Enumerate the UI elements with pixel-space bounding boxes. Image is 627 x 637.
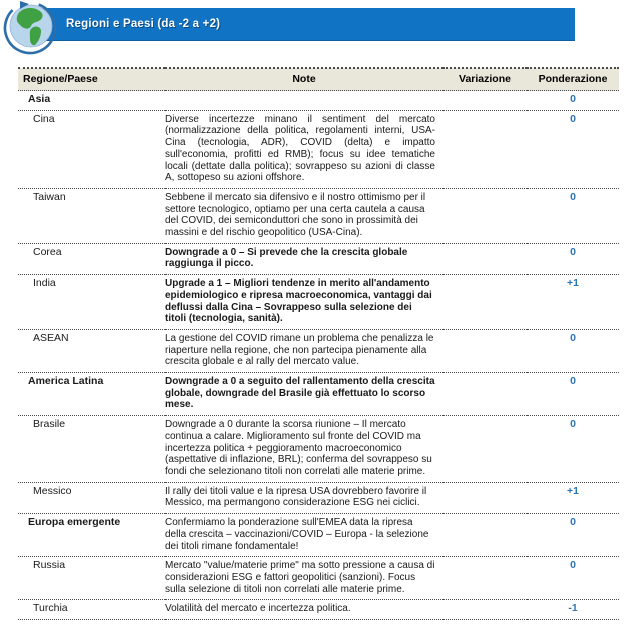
table-row <box>18 243 619 274</box>
globe-icon <box>2 0 60 58</box>
page-title: Regioni e Paesi (da -2 a +2) <box>66 18 221 30</box>
table-row <box>18 416 619 483</box>
table-row <box>18 514 619 557</box>
row-ponderazione-value: +1 <box>527 482 619 513</box>
table-row <box>18 557 619 600</box>
row-note: La gestione del COVID rimane un problema che penalizza le riaperture nella regione, che non partecipa pienamente alla crescita globale e al rally del mercato value. <box>165 329 443 372</box>
row-region-name: ASEAN <box>18 329 165 372</box>
row-region-name: Corea <box>18 243 165 274</box>
row-region-name: Russia <box>18 557 165 600</box>
row-region-name: India <box>18 275 165 330</box>
row-note: Downgrade a 0 – Si prevede che la crescita globale raggiunga il picco. <box>165 243 443 274</box>
globe-icon-svg <box>2 0 60 58</box>
row-variazione-value <box>443 557 527 600</box>
column-header-note: Note <box>165 68 443 91</box>
regions-table <box>18 67 619 620</box>
row-ponderazione-value: 0 <box>527 91 619 111</box>
row-variazione-value <box>443 188 527 243</box>
row-note: Upgrade a 1 – Migliori tendenze in merito all'andamento epidemiologico e ripresa macroeconomica, vantaggi dai deflussi dalla Cina – Sovrappeso sulla selezione dei titoli (tecnologia, sanità). <box>165 275 443 330</box>
row-variazione-value <box>443 91 527 111</box>
row-note: Il rally dei titoli value e la ripresa USA dovrebbero favorire il Messico, ma permangono considerazione ESG nei ciclici. <box>165 482 443 513</box>
row-ponderazione-value: 0 <box>527 514 619 557</box>
row-ponderazione-value: -1 <box>527 600 619 620</box>
row-ponderazione-value: 0 <box>527 557 619 600</box>
row-ponderazione-value: +1 <box>527 275 619 330</box>
row-variazione-value <box>443 373 527 416</box>
table-row <box>18 188 619 243</box>
row-note: Downgrade a 0 durante la scorsa riunione – Il mercato continua a calare. Miglioramento sul fronte del COVID ma incertezza politica + peggioramento macroeconomico (aspettative di inflazione, BRL); conferma del sovrappeso su fondi che selezionano titoli non correlati alle materie prime. <box>165 416 443 483</box>
row-region-name: Turchia <box>18 600 165 620</box>
row-note: Sebbene il mercato sia difensivo e il nostro ottimismo per il settore tecnologico, optiamo per una certa cautela a causa del COVID, dei semiconduttori che sono in prossimità dei massini e del rischio geopolitico (USA-Cina). <box>165 188 443 243</box>
row-region-name: Cina <box>18 110 165 188</box>
row-note <box>165 91 443 111</box>
column-header-ponderazione: Ponderazione <box>527 68 619 91</box>
table-row <box>18 329 619 372</box>
table-body <box>18 91 619 620</box>
row-ponderazione-value: 0 <box>527 329 619 372</box>
row-ponderazione-value: 0 <box>527 188 619 243</box>
row-variazione-value <box>443 600 527 620</box>
table-row <box>18 482 619 513</box>
table-header-row <box>18 68 619 91</box>
row-variazione-value <box>443 329 527 372</box>
column-header-variazione: Variazione <box>443 68 527 91</box>
table-row <box>18 373 619 416</box>
row-region-name: Asia <box>18 91 165 111</box>
table-row <box>18 110 619 188</box>
table-row <box>18 600 619 620</box>
row-note: Volatilità del mercato e incertezza politica. <box>165 600 443 620</box>
row-region-name: Europa emergente <box>18 514 165 557</box>
row-variazione-value <box>443 482 527 513</box>
row-variazione-value <box>443 243 527 274</box>
column-header-regione-paese: Regione/Paese <box>18 68 165 91</box>
row-variazione-value <box>443 416 527 483</box>
row-ponderazione-value: 0 <box>527 416 619 483</box>
table-row <box>18 275 619 330</box>
row-variazione-value <box>443 110 527 188</box>
regions-table-wrap <box>18 67 619 620</box>
row-region-name: America Latina <box>18 373 165 416</box>
row-ponderazione-value: 0 <box>527 110 619 188</box>
row-variazione-value <box>443 514 527 557</box>
row-ponderazione-value: 0 <box>527 243 619 274</box>
row-note: Confermiamo la ponderazione sull'EMEA data la ripresa della crescita – vaccinazioni/COVID – Europa - la selezione dei titoli rimane fondamentale! <box>165 514 443 557</box>
row-variazione-value <box>443 275 527 330</box>
row-region-name: Messico <box>18 482 165 513</box>
row-ponderazione-value: 0 <box>527 373 619 416</box>
section-header-bar <box>30 8 575 41</box>
row-note: Mercato "value/materie prime" ma sotto pressione a causa di considerazioni ESG e fattori geopolitici (sanzioni). Focus sulla selezione di titoli non correlati alle materie prime. <box>165 557 443 600</box>
row-note: Diverse incertezze minano il sentiment del mercato (normalizzazione della politica, regolamenti interni, USA-Cina (tecnologia, ADR), COVID (delta) e impatto sull'economia, profitti ed RMB); focus su idee tematiche locali (dettate dalla politica); sovrappeso su azioni di classe A, sottopeso su azioni offshore. <box>165 110 443 188</box>
row-region-name: Taiwan <box>18 188 165 243</box>
row-note: Downgrade a 0 a seguito del rallentamento della crescita globale, downgrade del Brasile già effettuato lo scorso mese. <box>165 373 443 416</box>
row-region-name: Brasile <box>18 416 165 483</box>
table-row <box>18 91 619 111</box>
